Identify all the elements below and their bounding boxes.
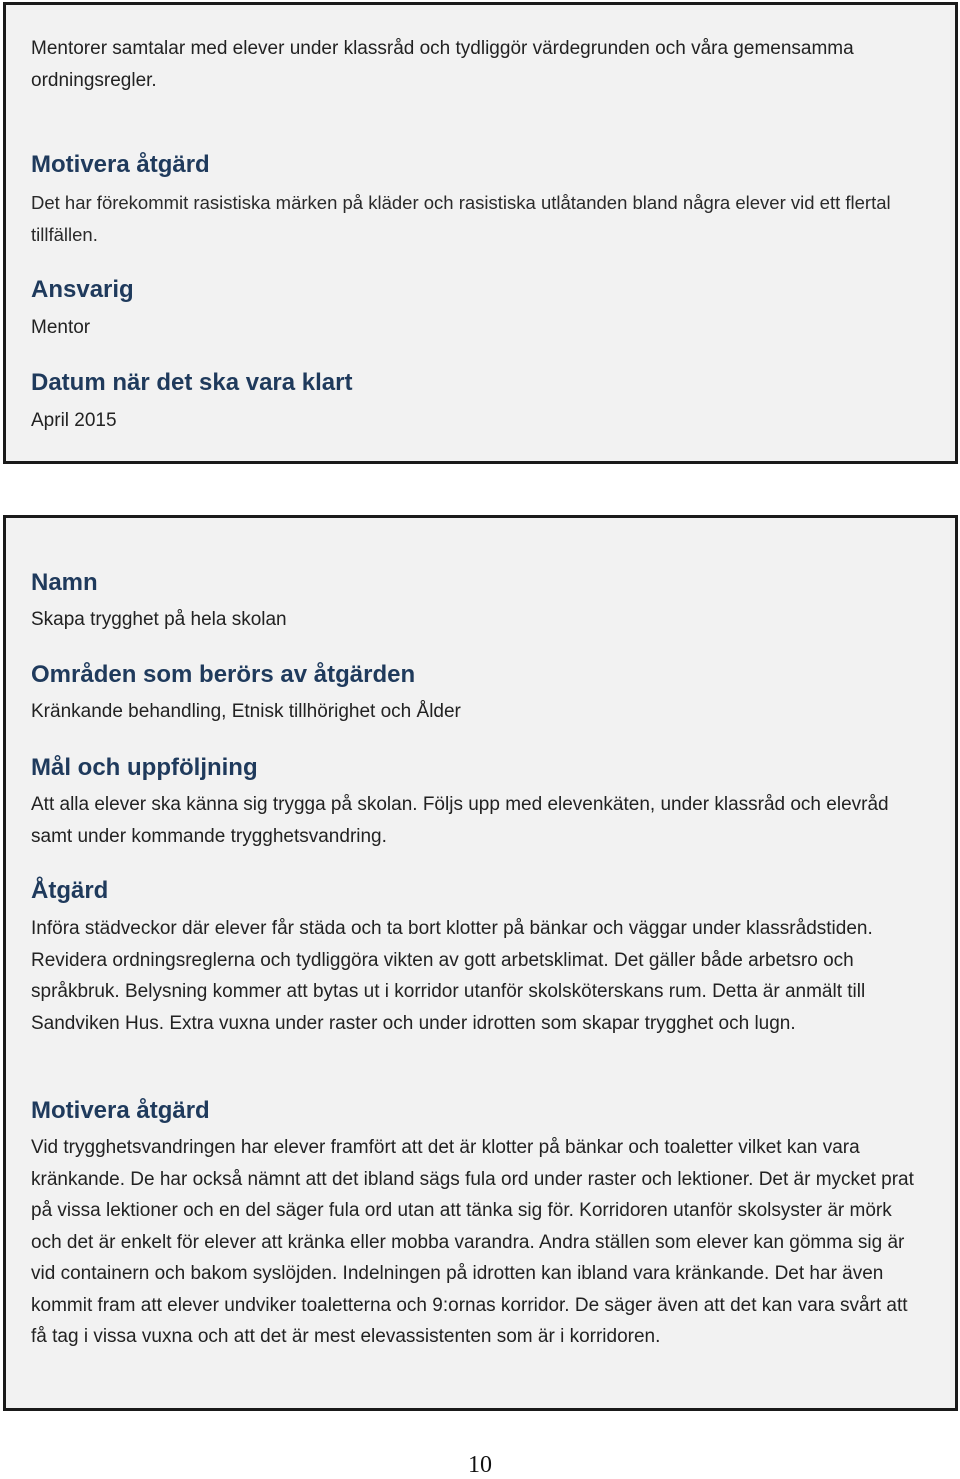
- atgard-heading: Åtgärd: [31, 877, 109, 904]
- datum-text: April 2015: [31, 410, 117, 431]
- atgard-text: Införa städveckor där elever får städa och ta bort klotter på bänkar och väggar under klassrådstiden. Revidera ordningsreglerna och tydliggöra vikten av gott arbetsklimat. Det gäller både arbetsro och språkbruk. Belysning kommer att bytas ut i korridor utanför skolsköterskans rum. Detta är anmält till Sandviken Hus. Extra vuxna under raster och under idrotten som skapar trygghet och lugn.: [31, 918, 873, 1034]
- ansvarig-heading: Ansvarig: [31, 276, 134, 303]
- mal-heading: Mål och uppföljning: [31, 754, 258, 781]
- datum-heading: Datum när det ska vara klart: [31, 369, 353, 396]
- page-number: 10: [468, 1452, 492, 1478]
- motivera-text: Det har förekommit rasistiska märken på kläder och rasistiska utlåtanden bland några elever vid ett flertal tillfällen.: [31, 192, 891, 245]
- intro-text: Mentorer samtalar med elever under klassråd och tydliggör värdegrunden och våra gemensamma ordningsregler.: [31, 38, 854, 91]
- motivera-text-2: Vid trygghetsvandringen har elever framfört att det är klotter på bänkar och toaletter vilket kan vara kränkande. De har också nämnt att det ibland sägs fula ord under raster och lektioner. Det är mycket prat på vissa lektioner och en del säger fula ord utan att tänka sig för. Korridoren utanför skolsyster är mörk och det är enkelt för elever att kränka eller mobba varandra. Andra ställen som elever kan gömma sig är vid containern och bakom syslöjden. Indelningen på idrotten kan ibland vara kränkande. Det har även kommit fram att elever undviker toaletterna och 9:ornas korridor. De säger även att det kan vara svårt att få tag i vissa vuxna och att det är mest elevassistenten som är i korridoren.: [31, 1137, 914, 1347]
- ansvarig-text: Mentor: [31, 317, 91, 338]
- omraden-heading: Områden som berörs av åtgärden: [31, 661, 416, 688]
- mal-text: Att alla elever ska känna sig trygga på skolan. Följs upp med elevenkäten, under klassråd och elevråd samt under kommande trygghetsvandring.: [31, 794, 889, 847]
- motivera-heading: Motivera åtgärd: [31, 151, 210, 178]
- omraden-text: Kränkande behandling, Etnisk tillhörighet och Ålder: [31, 701, 461, 722]
- namn-heading: Namn: [31, 569, 98, 596]
- action-box-bottom: [3, 515, 958, 1411]
- action-box-top: [3, 2, 958, 464]
- namn-text: Skapa trygghet på hela skolan: [31, 609, 287, 630]
- motivera-heading-2: Motivera åtgärd: [31, 1097, 210, 1124]
